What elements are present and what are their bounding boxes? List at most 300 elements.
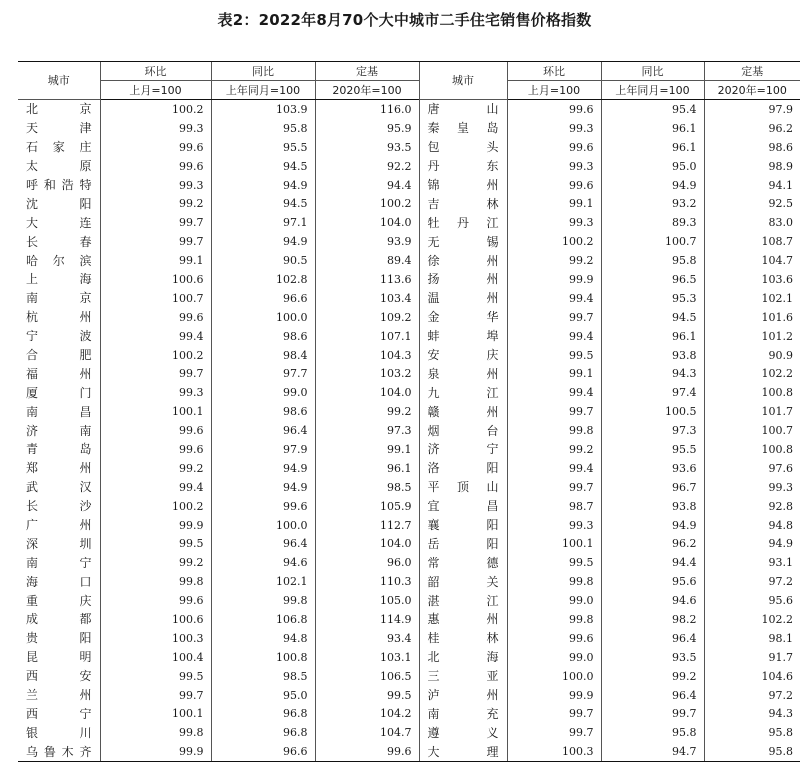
fixed-value-right: 101.2 <box>704 327 800 346</box>
city-name-left <box>18 478 100 497</box>
header-mom-left: 环比 <box>100 62 211 81</box>
yoy-value-left: 94.5 <box>211 194 315 213</box>
city-name-text: 南 昌 <box>26 404 92 419</box>
table-row <box>18 327 800 346</box>
table-row <box>18 346 800 365</box>
city-name-text: 昆 明 <box>26 650 92 665</box>
table-row <box>18 667 800 686</box>
header-city-right: 城市 <box>419 62 507 100</box>
yoy-value-right: 97.3 <box>601 421 704 440</box>
fixed-value-left: 99.5 <box>315 686 419 705</box>
city-name-left <box>18 591 100 610</box>
table-row <box>18 402 800 421</box>
table-row <box>18 251 800 270</box>
table-row <box>18 553 800 572</box>
city-name-right <box>419 629 507 648</box>
city-name-text: 太 原 <box>26 159 92 174</box>
fixed-value-left: 92.2 <box>315 157 419 176</box>
header-yoy-base-right: 上年同月=100 <box>601 81 704 100</box>
city-name-right <box>419 610 507 629</box>
header-yoy-left: 同比 <box>211 62 315 81</box>
fixed-value-left: 103.4 <box>315 289 419 308</box>
fixed-value-right: 99.3 <box>704 478 800 497</box>
fixed-value-left: 98.5 <box>315 478 419 497</box>
city-name-right <box>419 157 507 176</box>
fixed-value-left: 93.9 <box>315 232 419 251</box>
city-name-left <box>18 516 100 535</box>
yoy-value-left: 106.8 <box>211 610 315 629</box>
city-name-text: 成 都 <box>26 612 92 627</box>
header-city-left: 城市 <box>18 62 100 100</box>
fixed-value-left: 112.7 <box>315 516 419 535</box>
city-name-text: 深 圳 <box>26 536 92 551</box>
city-name-text: 沈 阳 <box>26 196 92 211</box>
yoy-value-right: 96.1 <box>601 138 704 157</box>
yoy-value-right: 96.1 <box>601 327 704 346</box>
yoy-value-right: 89.3 <box>601 213 704 232</box>
yoy-value-left: 94.9 <box>211 176 315 195</box>
mom-value-left: 99.9 <box>100 742 211 761</box>
city-name-left <box>18 194 100 213</box>
mom-value-right: 99.7 <box>507 308 601 327</box>
city-name-right <box>419 232 507 251</box>
mom-value-left: 100.2 <box>100 100 211 119</box>
mom-value-right: 100.1 <box>507 534 601 553</box>
mom-value-right: 99.4 <box>507 459 601 478</box>
mom-value-right: 99.2 <box>507 251 601 270</box>
header-fixed-left: 定基 <box>315 62 419 81</box>
city-name-right <box>419 421 507 440</box>
table-row <box>18 176 800 195</box>
fixed-value-left: 114.9 <box>315 610 419 629</box>
city-name-right <box>419 553 507 572</box>
table-row <box>18 478 800 497</box>
mom-value-right: 99.3 <box>507 516 601 535</box>
city-name-left <box>18 289 100 308</box>
city-name-right <box>419 194 507 213</box>
city-name-left <box>18 327 100 346</box>
yoy-value-right: 93.6 <box>601 459 704 478</box>
city-name-text: 南 京 <box>26 291 92 306</box>
mom-value-right: 99.3 <box>507 157 601 176</box>
table-title: 表2：2022年8月70个大中城市二手住宅销售价格指数 <box>217 11 592 29</box>
city-name-text: 唐 山 <box>427 102 499 117</box>
city-name-right <box>419 572 507 591</box>
city-name-text: 包 头 <box>427 140 499 155</box>
yoy-value-right: 96.5 <box>601 270 704 289</box>
yoy-value-right: 94.9 <box>601 516 704 535</box>
city-name-text: 济 南 <box>26 423 92 438</box>
city-name-right <box>419 346 507 365</box>
fixed-value-right: 98.6 <box>704 138 800 157</box>
city-name-left <box>18 440 100 459</box>
mom-value-left: 100.3 <box>100 629 211 648</box>
fixed-value-right: 92.5 <box>704 194 800 213</box>
fixed-value-left: 99.1 <box>315 440 419 459</box>
table-row <box>18 232 800 251</box>
mom-value-right: 99.5 <box>507 346 601 365</box>
fixed-value-right: 97.6 <box>704 459 800 478</box>
fixed-value-left: 93.4 <box>315 629 419 648</box>
mom-value-right: 99.7 <box>507 478 601 497</box>
fixed-value-right: 94.1 <box>704 176 800 195</box>
yoy-value-right: 96.4 <box>601 629 704 648</box>
yoy-value-right: 93.8 <box>601 497 704 516</box>
city-name-left <box>18 686 100 705</box>
mom-value-left: 99.2 <box>100 459 211 478</box>
city-name-left <box>18 572 100 591</box>
city-name-right <box>419 364 507 383</box>
yoy-value-left: 99.6 <box>211 497 315 516</box>
fixed-value-right: 97.2 <box>704 572 800 591</box>
mom-value-left: 99.6 <box>100 591 211 610</box>
mom-value-left: 99.8 <box>100 572 211 591</box>
yoy-value-right: 95.5 <box>601 440 704 459</box>
yoy-value-right: 95.4 <box>601 100 704 119</box>
yoy-value-left: 94.5 <box>211 157 315 176</box>
city-name-left <box>18 100 100 119</box>
mom-value-left: 99.4 <box>100 478 211 497</box>
city-name-text: 扬 州 <box>427 272 499 287</box>
city-name-left <box>18 251 100 270</box>
mom-value-right: 99.8 <box>507 572 601 591</box>
city-name-right <box>419 534 507 553</box>
yoy-value-left: 95.8 <box>211 119 315 138</box>
city-name-text: 福 州 <box>26 366 92 381</box>
yoy-value-left: 96.4 <box>211 534 315 553</box>
table-row <box>18 648 800 667</box>
fixed-value-left: 104.3 <box>315 346 419 365</box>
yoy-value-left: 94.8 <box>211 629 315 648</box>
fixed-value-right: 95.8 <box>704 723 800 742</box>
fixed-value-left: 96.0 <box>315 553 419 572</box>
header-fixed-base-left: 2020年=100 <box>315 81 419 100</box>
table-row <box>18 138 800 157</box>
mom-value-right: 99.6 <box>507 629 601 648</box>
fixed-value-right: 100.8 <box>704 440 800 459</box>
fixed-value-left: 103.2 <box>315 364 419 383</box>
fixed-value-left: 104.7 <box>315 723 419 742</box>
fixed-value-right: 101.7 <box>704 402 800 421</box>
fixed-value-left: 105.0 <box>315 591 419 610</box>
mom-value-left: 99.7 <box>100 232 211 251</box>
table-row <box>18 440 800 459</box>
city-name-text: 宜 昌 <box>427 499 499 514</box>
city-name-text: 吉 林 <box>427 196 499 211</box>
fixed-value-left: 97.3 <box>315 421 419 440</box>
city-name-text: 洛 阳 <box>427 461 499 476</box>
fixed-value-right: 95.6 <box>704 591 800 610</box>
table-row <box>18 100 800 119</box>
mom-value-left: 99.3 <box>100 119 211 138</box>
mom-value-left: 99.7 <box>100 364 211 383</box>
city-name-right <box>419 478 507 497</box>
city-name-right <box>419 308 507 327</box>
yoy-value-right: 93.8 <box>601 346 704 365</box>
header-mom-base-right: 上月=100 <box>507 81 601 100</box>
mom-value-right: 99.6 <box>507 176 601 195</box>
city-name-right <box>419 723 507 742</box>
fixed-value-right: 96.2 <box>704 119 800 138</box>
city-name-left <box>18 138 100 157</box>
city-name-left <box>18 742 100 761</box>
mom-value-left: 99.4 <box>100 327 211 346</box>
yoy-value-left: 99.8 <box>211 591 315 610</box>
city-name-text: 南 充 <box>427 706 499 721</box>
fixed-value-right: 94.8 <box>704 516 800 535</box>
city-name-text: 牡 丹 江 <box>427 215 499 230</box>
mom-value-right: 99.4 <box>507 289 601 308</box>
city-name-right <box>419 667 507 686</box>
city-name-right <box>419 383 507 402</box>
city-name-text: 湛 江 <box>427 593 499 608</box>
mom-value-right: 99.1 <box>507 364 601 383</box>
fixed-value-right: 100.7 <box>704 421 800 440</box>
city-name-text: 呼 和 浩 特 <box>26 178 92 192</box>
yoy-value-left: 100.0 <box>211 516 315 535</box>
mom-value-right: 99.0 <box>507 591 601 610</box>
fixed-value-right: 102.2 <box>704 364 800 383</box>
yoy-value-left: 94.6 <box>211 553 315 572</box>
city-name-left <box>18 157 100 176</box>
city-name-left <box>18 308 100 327</box>
table-row <box>18 629 800 648</box>
fixed-value-left: 99.2 <box>315 402 419 421</box>
fixed-value-right: 94.9 <box>704 534 800 553</box>
city-name-text: 九 江 <box>427 385 499 400</box>
city-name-text: 西 宁 <box>26 706 92 721</box>
table-row <box>18 742 800 761</box>
table-row <box>18 591 800 610</box>
fixed-value-right: 104.6 <box>704 667 800 686</box>
yoy-value-left: 100.0 <box>211 308 315 327</box>
city-name-left <box>18 667 100 686</box>
fixed-value-right: 102.2 <box>704 610 800 629</box>
mom-value-left: 100.1 <box>100 402 211 421</box>
city-name-text: 泉 州 <box>427 366 499 381</box>
city-name-right <box>419 705 507 724</box>
city-name-left <box>18 459 100 478</box>
fixed-value-left: 103.1 <box>315 648 419 667</box>
table-row <box>18 119 800 138</box>
yoy-value-right: 94.9 <box>601 176 704 195</box>
mom-value-left: 99.6 <box>100 421 211 440</box>
city-name-text: 徐 州 <box>427 253 499 268</box>
mom-value-left: 99.6 <box>100 440 211 459</box>
city-name-text: 大 连 <box>26 215 92 230</box>
yoy-value-left: 98.6 <box>211 402 315 421</box>
mom-value-left: 99.3 <box>100 176 211 195</box>
yoy-value-right: 95.8 <box>601 723 704 742</box>
city-name-right <box>419 213 507 232</box>
city-name-right <box>419 327 507 346</box>
yoy-value-left: 94.9 <box>211 232 315 251</box>
yoy-value-left: 96.6 <box>211 289 315 308</box>
city-name-text: 贵 阳 <box>26 631 92 646</box>
mom-value-right: 99.9 <box>507 270 601 289</box>
mom-value-right: 99.8 <box>507 421 601 440</box>
table-row <box>18 705 800 724</box>
fixed-value-left: 116.0 <box>315 100 419 119</box>
table-row <box>18 157 800 176</box>
header-yoy-base-left: 上年同月=100 <box>211 81 315 100</box>
header-fixed-right: 定基 <box>704 62 800 81</box>
city-name-text: 北 京 <box>26 102 92 117</box>
city-name-right <box>419 516 507 535</box>
yoy-value-left: 99.0 <box>211 383 315 402</box>
mom-value-left: 100.6 <box>100 270 211 289</box>
yoy-value-right: 96.4 <box>601 686 704 705</box>
city-name-left <box>18 346 100 365</box>
city-name-text: 泸 州 <box>427 688 499 703</box>
yoy-value-left: 102.1 <box>211 572 315 591</box>
yoy-value-right: 94.3 <box>601 364 704 383</box>
city-name-text: 天 津 <box>26 121 92 136</box>
yoy-value-left: 96.6 <box>211 742 315 761</box>
city-name-left <box>18 610 100 629</box>
yoy-value-right: 94.4 <box>601 553 704 572</box>
table-row <box>18 610 800 629</box>
mom-value-right: 100.3 <box>507 742 601 761</box>
city-name-left <box>18 705 100 724</box>
fixed-value-left: 110.3 <box>315 572 419 591</box>
fixed-value-left: 105.9 <box>315 497 419 516</box>
fixed-value-left: 93.5 <box>315 138 419 157</box>
city-name-left <box>18 119 100 138</box>
mom-value-left: 99.8 <box>100 723 211 742</box>
yoy-value-right: 99.7 <box>601 705 704 724</box>
city-name-left <box>18 383 100 402</box>
city-name-text: 三 亚 <box>427 669 499 684</box>
mom-value-right: 99.4 <box>507 327 601 346</box>
city-name-left <box>18 497 100 516</box>
fixed-value-left: 104.0 <box>315 534 419 553</box>
yoy-value-right: 100.5 <box>601 402 704 421</box>
city-name-text: 平 顶 山 <box>427 480 499 495</box>
city-name-right <box>419 119 507 138</box>
fixed-value-left: 94.4 <box>315 176 419 195</box>
city-name-text: 赣 州 <box>427 404 499 419</box>
yoy-value-right: 95.8 <box>601 251 704 270</box>
mom-value-left: 100.1 <box>100 705 211 724</box>
city-name-text: 北 海 <box>427 650 499 665</box>
table-row <box>18 270 800 289</box>
city-name-text: 金 华 <box>427 310 499 325</box>
mom-value-left: 99.5 <box>100 534 211 553</box>
mom-value-right: 99.1 <box>507 194 601 213</box>
yoy-value-right: 93.2 <box>601 194 704 213</box>
mom-value-right: 99.4 <box>507 383 601 402</box>
city-name-left <box>18 232 100 251</box>
table-row <box>18 421 800 440</box>
table-row <box>18 308 800 327</box>
yoy-value-left: 95.5 <box>211 138 315 157</box>
yoy-value-left: 97.7 <box>211 364 315 383</box>
mom-value-right: 99.8 <box>507 610 601 629</box>
mom-value-right: 99.2 <box>507 440 601 459</box>
header-mom-right: 环比 <box>507 62 601 81</box>
mom-value-right: 99.7 <box>507 705 601 724</box>
fixed-value-right: 91.7 <box>704 648 800 667</box>
fixed-value-right: 102.1 <box>704 289 800 308</box>
city-name-left <box>18 176 100 195</box>
mom-value-right: 98.7 <box>507 497 601 516</box>
city-name-text: 武 汉 <box>26 480 92 495</box>
city-name-text: 常 德 <box>427 555 499 570</box>
city-name-text: 蚌 埠 <box>427 329 499 344</box>
yoy-value-right: 95.6 <box>601 572 704 591</box>
yoy-value-right: 98.2 <box>601 610 704 629</box>
city-name-right <box>419 270 507 289</box>
table-row <box>18 364 800 383</box>
fixed-value-left: 100.2 <box>315 194 419 213</box>
mom-value-left: 100.2 <box>100 346 211 365</box>
city-name-text: 遵 义 <box>427 725 499 740</box>
city-name-text: 石 家 庄 <box>26 140 92 155</box>
mom-value-right: 99.7 <box>507 723 601 742</box>
city-name-left <box>18 402 100 421</box>
yoy-value-right: 99.2 <box>601 667 704 686</box>
fixed-value-right: 104.7 <box>704 251 800 270</box>
mom-value-left: 99.6 <box>100 138 211 157</box>
fixed-value-right: 101.6 <box>704 308 800 327</box>
city-name-left <box>18 648 100 667</box>
mom-value-right: 100.0 <box>507 667 601 686</box>
mom-value-right: 99.9 <box>507 686 601 705</box>
mom-value-left: 99.7 <box>100 213 211 232</box>
city-name-text: 银 川 <box>26 725 92 740</box>
mom-value-right: 99.5 <box>507 553 601 572</box>
yoy-value-right: 100.7 <box>601 232 704 251</box>
city-name-text: 温 州 <box>427 291 499 306</box>
city-name-text: 广 州 <box>26 518 92 533</box>
mom-value-right: 99.7 <box>507 402 601 421</box>
city-name-text: 锦 州 <box>427 178 499 192</box>
yoy-value-left: 94.9 <box>211 478 315 497</box>
table-row <box>18 572 800 591</box>
yoy-value-left: 100.8 <box>211 648 315 667</box>
mom-value-left: 99.1 <box>100 251 211 270</box>
yoy-value-right: 93.5 <box>601 648 704 667</box>
city-name-text: 西 安 <box>26 669 92 684</box>
city-name-text: 桂 林 <box>427 631 499 646</box>
yoy-value-right: 94.6 <box>601 591 704 610</box>
mom-value-right: 99.3 <box>507 213 601 232</box>
yoy-value-right: 96.1 <box>601 119 704 138</box>
city-name-text: 岳 阳 <box>427 536 499 551</box>
city-name-left <box>18 421 100 440</box>
fixed-value-left: 113.6 <box>315 270 419 289</box>
table-body <box>18 100 800 762</box>
city-name-text: 烟 台 <box>427 423 499 438</box>
yoy-value-left: 90.5 <box>211 251 315 270</box>
fixed-value-right: 97.9 <box>704 100 800 119</box>
header-mom-base-left: 上月=100 <box>100 81 211 100</box>
city-name-left <box>18 213 100 232</box>
mom-value-left: 99.2 <box>100 553 211 572</box>
table-row <box>18 534 800 553</box>
city-name-left <box>18 364 100 383</box>
city-name-text: 秦 皇 岛 <box>427 121 499 136</box>
fixed-value-right: 95.8 <box>704 742 800 761</box>
table-row <box>18 497 800 516</box>
yoy-value-left: 103.9 <box>211 100 315 119</box>
city-name-left <box>18 553 100 572</box>
fixed-value-right: 98.9 <box>704 157 800 176</box>
city-name-text: 无 锡 <box>427 234 499 249</box>
price-index-table <box>18 61 800 762</box>
fixed-value-left: 89.4 <box>315 251 419 270</box>
